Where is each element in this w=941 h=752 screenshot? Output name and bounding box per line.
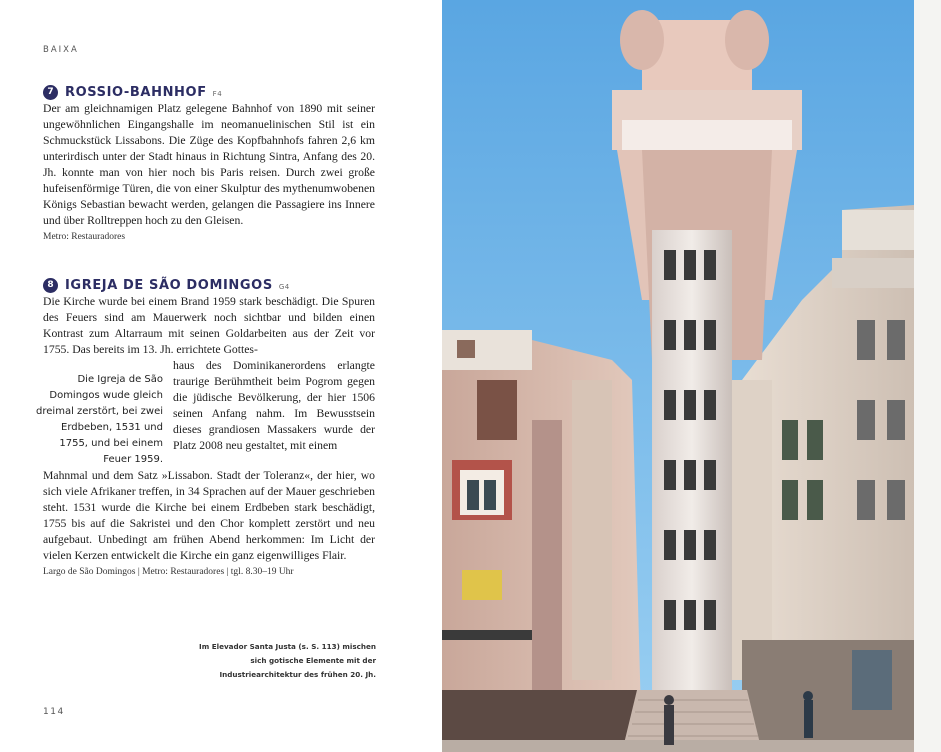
left-page	[0, 0, 442, 752]
map-grid-ref: G4	[278, 282, 290, 291]
section-rossio-bahnhof	[43, 83, 375, 245]
section-igreja-sao-domingos	[36, 276, 375, 580]
photo-illustration	[442, 0, 914, 752]
map-grid-ref: F4	[212, 89, 223, 98]
section-heading	[43, 83, 375, 101]
section-body-wrapped: haus des Dominikanerordens erlangte traurige Berühmtheit beim Pogrom gegen die jüdische Bevölkerung, der hier 1506 seinen Anfang nahm. Im Bewusstsein dieses grandiosen Massakers wurde der Platz 2008 neu gestaltet, mit einem	[173, 359, 375, 452]
page-edge	[914, 0, 941, 752]
photo-caption: Im Elevador Santa Justa (s. S. 113) mischen sich gotische Elemente mit der Industriearchitektur des frühen 20. Jh.	[199, 642, 376, 679]
section-meta: Metro: Restauradores	[43, 232, 126, 242]
section-body-top: Die Kirche wurde bei einem Brand 1959 stark beschädigt. Die Spuren des Feuers sind am Mauerwerk noch sichtbar und bilden einen Kontrast zum Altarraum mit seinen Goldarbeiten aus der Zeit vor 1755. Das bereits im 13. Jh. errichtete Gottes-	[43, 295, 375, 356]
elevador-santa-justa-photo	[442, 0, 914, 752]
section-meta: Largo de São Domingos | Metro: Restauradores | tgl. 8.30–19 Uhr	[43, 567, 294, 577]
section-body-bottom: Mahnmal und dem Satz »Lissabon. Stadt der Toleranz«, der hier, wo sich viele Afrikaner treffen, in 34 Sprachen auf der Mauer geschrieben steht. 1531 wurde die Kirche bei einem Erdbeben stark beschädigt, 1755 bis auf die Sakristei und den Chor komplett zerstört und neu aufgebaut. Unbedingt am frühen Abend herkommen: Im Licht der vielen Kerzen entwickelt die Kirche ein ganz eigenwilliges Flair.	[43, 469, 375, 562]
section-number-badge: 8	[43, 278, 58, 293]
section-title: IGREJA DE SÃO DOMINGOS	[65, 277, 273, 293]
section-title: ROSSIO-BAHNHOF	[65, 84, 207, 100]
running-head: BAIXA	[43, 45, 79, 55]
section-heading	[43, 276, 375, 294]
sidenote-wrap	[36, 358, 375, 468]
sidenote: Die Igreja de São Domingos wude gleich dreimal zerstört, bei zwei Erdbeben, 1531 und 1755, und bei einem Feuer 1959.	[36, 374, 163, 465]
section-number-badge: 7	[43, 85, 58, 100]
section-body: Der am gleichnamigen Platz gelegene Bahnhof von 1890 mit seiner ungewöhnlichen Eingangshalle im neomanuelinischen Stil ist ein Schmuckstück Lissabons. Die Züge des Kopfbahnhofs fahren 2,6 km unterirdisch unter der Stadt hinaus in Richtung Sintra, Anfang des 20. Jh. konnte man von hier noch bis Paris reisen. Durch zwei große hufeisenförmige Türen, die von einer Skulptur des mythenumwobenen Königs Sebastian bewacht werden, gelangen die Passagiere ins Innere und über Rolltreppen hoch zu den Gleisen.	[43, 102, 375, 227]
page-number: 114	[43, 707, 65, 717]
